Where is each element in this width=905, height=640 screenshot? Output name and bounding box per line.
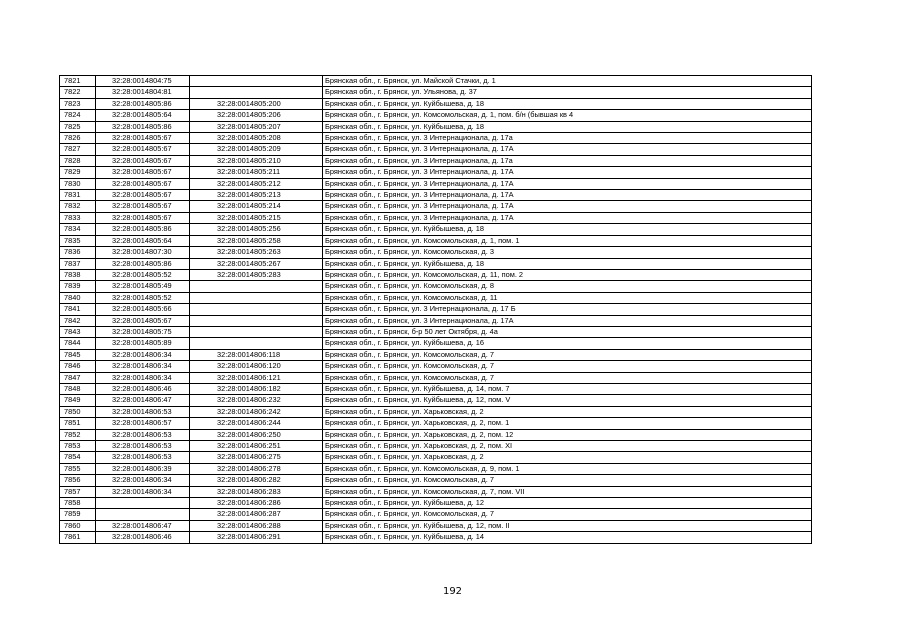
related-cadastral-number-cell: 32:28:0014806:250	[190, 429, 323, 440]
related-cadastral-number-cell: 32:28:0014806:283	[190, 486, 323, 497]
cadastral-number-cell: 32:28:0014805:75	[96, 326, 190, 337]
related-cadastral-number-cell	[190, 326, 323, 337]
cadastral-number-cell: 32:28:0014805:67	[96, 212, 190, 223]
row-number-cell: 7826	[60, 133, 96, 144]
row-number-cell: 7829	[60, 167, 96, 178]
address-cell: Брянская обл., г. Брянск, ул. Майской Стачки, д. 1	[323, 76, 812, 87]
table-row	[60, 441, 812, 452]
table-row	[60, 98, 812, 109]
address-cell: Брянская обл., г. Брянск, ул. 3 Интернационала, д. 17А	[323, 144, 812, 155]
row-number-cell: 7855	[60, 463, 96, 474]
address-cell: Брянская обл., г. Брянск, ул. 3 Интернационала, д. 17А	[323, 201, 812, 212]
row-number-cell: 7852	[60, 429, 96, 440]
table-row	[60, 349, 812, 360]
related-cadastral-number-cell: 32:28:0014805:256	[190, 224, 323, 235]
row-number-cell: 7857	[60, 486, 96, 497]
row-number-cell: 7843	[60, 326, 96, 337]
cadastral-number-cell: 32:28:0014805:67	[96, 201, 190, 212]
cadastral-number-cell: 32:28:0014805:67	[96, 178, 190, 189]
row-number-cell: 7836	[60, 247, 96, 258]
address-cell: Брянская обл., г. Брянск, б-р 50 лет Октября, д. 4а	[323, 326, 812, 337]
row-number-cell: 7835	[60, 235, 96, 246]
address-cell: Брянская обл., г. Брянск, ул. 3 Интернационала, д. 17А	[323, 167, 812, 178]
table-row	[60, 498, 812, 509]
address-cell: Брянская обл., г. Брянск, ул. Комсомольская, д. 3	[323, 247, 812, 258]
cadastral-number-cell: 32:28:0014805:89	[96, 338, 190, 349]
related-cadastral-number-cell	[190, 281, 323, 292]
related-cadastral-number-cell: 32:28:0014806:291	[190, 532, 323, 543]
table-row	[60, 110, 812, 121]
cadastral-number-cell: 32:28:0014805:67	[96, 133, 190, 144]
related-cadastral-number-cell: 32:28:0014806:287	[190, 509, 323, 520]
address-cell: Брянская обл., г. Брянск, ул. Харьковская, д. 2	[323, 452, 812, 463]
row-number-cell: 7859	[60, 509, 96, 520]
table-row	[60, 429, 812, 440]
cadastral-number-cell: 32:28:0014805:49	[96, 281, 190, 292]
row-number-cell: 7838	[60, 269, 96, 280]
cadastral-number-cell: 32:28:0014805:64	[96, 235, 190, 246]
row-number-cell: 7823	[60, 98, 96, 109]
related-cadastral-number-cell	[190, 338, 323, 349]
address-cell: Брянская обл., г. Брянск, ул. Куйбышева, д. 12, пом. II	[323, 520, 812, 531]
row-number-cell: 7848	[60, 383, 96, 394]
cadastral-number-cell: 32:28:0014806:34	[96, 486, 190, 497]
address-cell: Брянская обл., г. Брянск, ул. Харьковская, д. 2	[323, 406, 812, 417]
row-number-cell: 7821	[60, 76, 96, 87]
table-row	[60, 372, 812, 383]
cadastral-number-cell: 32:28:0014805:86	[96, 224, 190, 235]
address-cell: Брянская обл., г. Брянск, ул. Комсомольская, д. 8	[323, 281, 812, 292]
row-number-cell: 7830	[60, 178, 96, 189]
related-cadastral-number-cell: 32:28:0014805:211	[190, 167, 323, 178]
row-number-cell: 7837	[60, 258, 96, 269]
row-number-cell: 7851	[60, 418, 96, 429]
row-number-cell: 7846	[60, 361, 96, 372]
related-cadastral-number-cell: 32:28:0014805:208	[190, 133, 323, 144]
table-row	[60, 361, 812, 372]
table-row	[60, 326, 812, 337]
cadastral-number-cell: 32:28:0014805:52	[96, 292, 190, 303]
row-number-cell: 7842	[60, 315, 96, 326]
address-cell: Брянская обл., г. Брянск, ул. Комсомольская, д. 9, пом. 1	[323, 463, 812, 474]
row-number-cell: 7839	[60, 281, 96, 292]
cadastral-number-cell: 32:28:0014806:53	[96, 441, 190, 452]
related-cadastral-number-cell: 32:28:0014806:286	[190, 498, 323, 509]
row-number-cell: 7828	[60, 155, 96, 166]
cadastral-number-cell: 32:28:0014806:39	[96, 463, 190, 474]
registry-table-body	[60, 76, 812, 544]
table-row	[60, 486, 812, 497]
related-cadastral-number-cell: 32:28:0014806:182	[190, 383, 323, 394]
table-row	[60, 224, 812, 235]
row-number-cell: 7845	[60, 349, 96, 360]
row-number-cell: 7833	[60, 212, 96, 223]
address-cell: Брянская обл., г. Брянск, ул. Комсомольская, д. 11, пом. 2	[323, 269, 812, 280]
table-row	[60, 155, 812, 166]
table-row	[60, 509, 812, 520]
cadastral-number-cell: 32:28:0014804:81	[96, 87, 190, 98]
address-cell: Брянская обл., г. Брянск, ул. Комсомольская, д. 7	[323, 475, 812, 486]
related-cadastral-number-cell: 32:28:0014806:275	[190, 452, 323, 463]
related-cadastral-number-cell: 32:28:0014806:282	[190, 475, 323, 486]
table-row	[60, 463, 812, 474]
address-cell: Брянская обл., г. Брянск, ул. Комсомольская, д. 7	[323, 509, 812, 520]
related-cadastral-number-cell: 32:28:0014806:251	[190, 441, 323, 452]
table-row	[60, 201, 812, 212]
address-cell: Брянская обл., г. Брянск, ул. Комсомольская, д. 7, пом. VII	[323, 486, 812, 497]
row-number-cell: 7822	[60, 87, 96, 98]
table-row	[60, 190, 812, 201]
related-cadastral-number-cell: 32:28:0014806:278	[190, 463, 323, 474]
row-number-cell: 7861	[60, 532, 96, 543]
table-row	[60, 76, 812, 87]
row-number-cell: 7860	[60, 520, 96, 531]
related-cadastral-number-cell	[190, 76, 323, 87]
address-cell: Брянская обл., г. Брянск, ул. Комсомольская, д. 1, пом. б/н (бывшая кв 4	[323, 110, 812, 121]
cadastral-number-cell	[96, 498, 190, 509]
row-number-cell: 7858	[60, 498, 96, 509]
table-row	[60, 133, 812, 144]
row-number-cell: 7824	[60, 110, 96, 121]
related-cadastral-number-cell: 32:28:0014805:212	[190, 178, 323, 189]
address-cell: Брянская обл., г. Брянск, ул. 3 Интернационала, д. 17 Б	[323, 304, 812, 315]
related-cadastral-number-cell: 32:28:0014805:215	[190, 212, 323, 223]
table-row	[60, 121, 812, 132]
address-cell: Брянская обл., г. Брянск, ул. Куйбышева, д. 14	[323, 532, 812, 543]
table-row	[60, 418, 812, 429]
related-cadastral-number-cell	[190, 292, 323, 303]
table-row	[60, 87, 812, 98]
cadastral-number-cell: 32:28:0014806:47	[96, 395, 190, 406]
table-row	[60, 281, 812, 292]
address-cell: Брянская обл., г. Брянск, ул. Харьковская, д. 2, пом. 12	[323, 429, 812, 440]
row-number-cell: 7832	[60, 201, 96, 212]
cadastral-number-cell: 32:28:0014805:86	[96, 98, 190, 109]
table-row	[60, 304, 812, 315]
table-row	[60, 144, 812, 155]
related-cadastral-number-cell: 32:28:0014806:121	[190, 372, 323, 383]
related-cadastral-number-cell: 32:28:0014806:242	[190, 406, 323, 417]
related-cadastral-number-cell: 32:28:0014805:214	[190, 201, 323, 212]
row-number-cell: 7850	[60, 406, 96, 417]
address-cell: Брянская обл., г. Брянск, ул. Комсомольская, д. 11	[323, 292, 812, 303]
table-row	[60, 475, 812, 486]
row-number-cell: 7825	[60, 121, 96, 132]
cadastral-number-cell: 32:28:0014804:75	[96, 76, 190, 87]
related-cadastral-number-cell: 32:28:0014806:232	[190, 395, 323, 406]
row-number-cell: 7841	[60, 304, 96, 315]
row-number-cell: 7849	[60, 395, 96, 406]
row-number-cell: 7840	[60, 292, 96, 303]
cadastral-number-cell: 32:28:0014806:57	[96, 418, 190, 429]
cadastral-number-cell: 32:28:0014806:34	[96, 349, 190, 360]
address-cell: Брянская обл., г. Брянск, ул. Куйбышева, д. 18	[323, 258, 812, 269]
related-cadastral-number-cell: 32:28:0014805:258	[190, 235, 323, 246]
related-cadastral-number-cell: 32:28:0014805:267	[190, 258, 323, 269]
cadastral-number-cell	[96, 509, 190, 520]
address-cell: Брянская обл., г. Брянск, ул. 3 Интернационала, д. 17А	[323, 315, 812, 326]
cadastral-number-cell: 32:28:0014805:67	[96, 315, 190, 326]
related-cadastral-number-cell	[190, 304, 323, 315]
related-cadastral-number-cell: 32:28:0014805:206	[190, 110, 323, 121]
address-cell: Брянская обл., г. Брянск, ул. 3 Интернационала, д. 17А	[323, 178, 812, 189]
cadastral-number-cell: 32:28:0014806:46	[96, 383, 190, 394]
cadastral-number-cell: 32:28:0014806:53	[96, 429, 190, 440]
row-number-cell: 7856	[60, 475, 96, 486]
cadastral-number-cell: 32:28:0014805:67	[96, 155, 190, 166]
related-cadastral-number-cell: 32:28:0014806:288	[190, 520, 323, 531]
table-row	[60, 167, 812, 178]
table-row	[60, 292, 812, 303]
address-cell: Брянская обл., г. Брянск, ул. Комсомольская, д. 1, пом. 1	[323, 235, 812, 246]
address-cell: Брянская обл., г. Брянск, ул. Комсомольская, д. 7	[323, 349, 812, 360]
cadastral-number-cell: 32:28:0014805:52	[96, 269, 190, 280]
row-number-cell: 7844	[60, 338, 96, 349]
address-cell: Брянская обл., г. Брянск, ул. Куйбышева, д. 18	[323, 121, 812, 132]
page-number: 192	[442, 586, 463, 597]
table-row	[60, 212, 812, 223]
table-row	[60, 269, 812, 280]
cadastral-number-cell: 32:28:0014806:34	[96, 361, 190, 372]
table-row	[60, 315, 812, 326]
table-row	[60, 338, 812, 349]
address-cell: Брянская обл., г. Брянск, ул. Куйбышева, д. 18	[323, 98, 812, 109]
registry-table	[59, 75, 812, 544]
address-cell: Брянская обл., г. Брянск, ул. 3 Интернационала, д. 17А	[323, 212, 812, 223]
address-cell: Брянская обл., г. Брянск, ул. Харьковская, д. 2, пом. XI	[323, 441, 812, 452]
related-cadastral-number-cell: 32:28:0014805:283	[190, 269, 323, 280]
row-number-cell: 7834	[60, 224, 96, 235]
address-cell: Брянская обл., г. Брянск, ул. Куйбышева, д. 14, пом. 7	[323, 383, 812, 394]
related-cadastral-number-cell: 32:28:0014806:118	[190, 349, 323, 360]
row-number-cell: 7847	[60, 372, 96, 383]
cadastral-number-cell: 32:28:0014806:34	[96, 475, 190, 486]
related-cadastral-number-cell: 32:28:0014805:263	[190, 247, 323, 258]
address-cell: Брянская обл., г. Брянск, ул. Комсомольская, д. 7	[323, 372, 812, 383]
table-row	[60, 406, 812, 417]
row-number-cell: 7831	[60, 190, 96, 201]
table-row	[60, 178, 812, 189]
address-cell: Брянская обл., г. Брянск, ул. 3 Интернационала, д. 17а	[323, 133, 812, 144]
row-number-cell: 7854	[60, 452, 96, 463]
address-cell: Брянская обл., г. Брянск, ул. Куйбышева, д. 12	[323, 498, 812, 509]
cadastral-number-cell: 32:28:0014805:66	[96, 304, 190, 315]
cadastral-number-cell: 32:28:0014805:64	[96, 110, 190, 121]
address-cell: Брянская обл., г. Брянск, ул. Харьковская, д. 2, пом. 1	[323, 418, 812, 429]
table-row	[60, 383, 812, 394]
cadastral-number-cell: 32:28:0014806:53	[96, 406, 190, 417]
table-row	[60, 247, 812, 258]
cadastral-number-cell: 32:28:0014805:67	[96, 144, 190, 155]
cadastral-number-cell: 32:28:0014806:47	[96, 520, 190, 531]
table-row	[60, 520, 812, 531]
cadastral-number-cell: 32:28:0014807:30	[96, 247, 190, 258]
cadastral-number-cell: 32:28:0014806:46	[96, 532, 190, 543]
cadastral-number-cell: 32:28:0014806:34	[96, 372, 190, 383]
related-cadastral-number-cell: 32:28:0014806:244	[190, 418, 323, 429]
related-cadastral-number-cell: 32:28:0014805:209	[190, 144, 323, 155]
related-cadastral-number-cell: 32:28:0014805:200	[190, 98, 323, 109]
table-row	[60, 532, 812, 543]
address-cell: Брянская обл., г. Брянск, ул. Комсомольская, д. 7	[323, 361, 812, 372]
related-cadastral-number-cell: 32:28:0014805:210	[190, 155, 323, 166]
address-cell: Брянская обл., г. Брянск, ул. Куйбышева, д. 16	[323, 338, 812, 349]
cadastral-number-cell: 32:28:0014805:67	[96, 190, 190, 201]
related-cadastral-number-cell	[190, 87, 323, 98]
table-row	[60, 452, 812, 463]
address-cell: Брянская обл., г. Брянск, ул. 3 Интернационала, д. 17А	[323, 190, 812, 201]
row-number-cell: 7853	[60, 441, 96, 452]
related-cadastral-number-cell: 32:28:0014806:120	[190, 361, 323, 372]
cadastral-number-cell: 32:28:0014805:86	[96, 121, 190, 132]
cadastral-number-cell: 32:28:0014805:67	[96, 167, 190, 178]
table-row	[60, 235, 812, 246]
related-cadastral-number-cell: 32:28:0014805:207	[190, 121, 323, 132]
related-cadastral-number-cell: 32:28:0014805:213	[190, 190, 323, 201]
row-number-cell: 7827	[60, 144, 96, 155]
table-row	[60, 395, 812, 406]
cadastral-number-cell: 32:28:0014805:86	[96, 258, 190, 269]
address-cell: Брянская обл., г. Брянск, ул. Ульянова, д. 37	[323, 87, 812, 98]
table-row	[60, 258, 812, 269]
related-cadastral-number-cell	[190, 315, 323, 326]
cadastral-number-cell: 32:28:0014806:53	[96, 452, 190, 463]
address-cell: Брянская обл., г. Брянск, ул. Куйбышева, д. 12, пом. V	[323, 395, 812, 406]
address-cell: Брянская обл., г. Брянск, ул. 3 Интернационала, д. 17а	[323, 155, 812, 166]
address-cell: Брянская обл., г. Брянск, ул. Куйбышева, д. 18	[323, 224, 812, 235]
